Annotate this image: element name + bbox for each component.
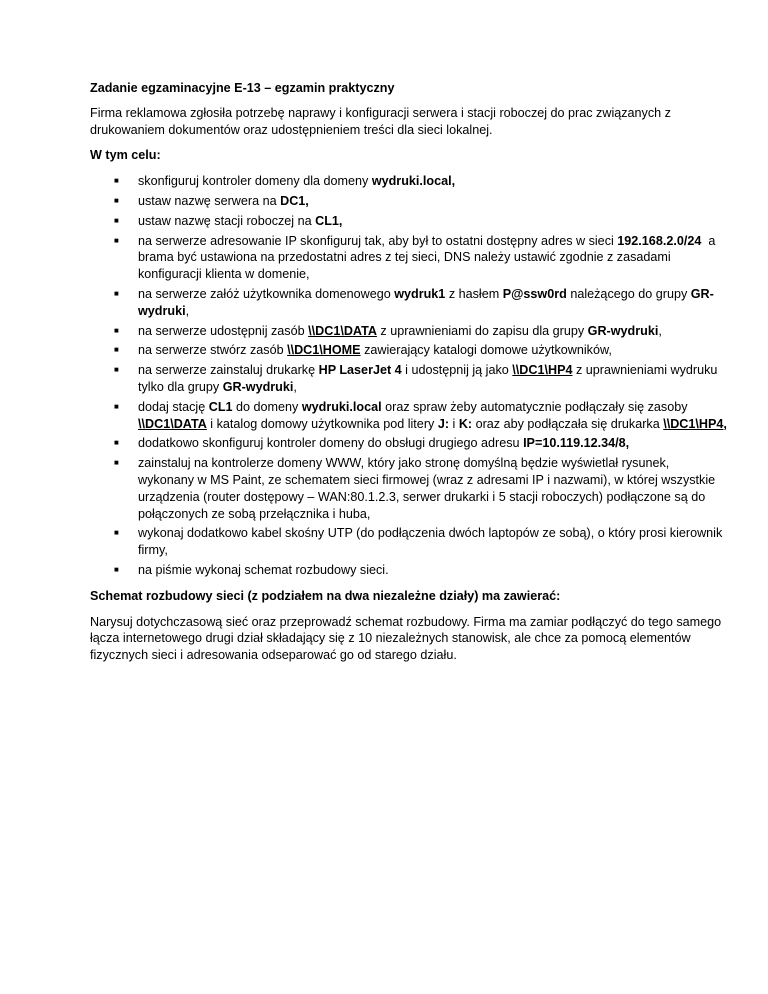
square-bullet-icon: ■ [114,345,119,355]
task-bold: P@ssw0rd [502,286,567,301]
share-path: \\DC1\HP4, [663,416,727,431]
task-item [90,399,728,433]
square-bullet-icon: ■ [114,438,119,448]
task-item [90,342,728,359]
task-text: , [185,303,190,318]
square-bullet-icon: ■ [114,325,119,335]
task-bold: DC1, [280,193,309,208]
task-text: oraz aby podłączała się drukarka [472,416,664,431]
task-bold: J: [437,416,450,431]
task-item [90,173,728,190]
task-bold: 192.168.2.0/24 [617,233,702,248]
task-bold: wydruki.local [301,399,382,414]
task-item [90,525,728,559]
task-text: dodaj stację [138,399,209,414]
task-bold: wydruki.local, [371,174,456,189]
task-bold: K: [458,416,473,431]
task-text: do domeny [232,399,302,414]
task-text: z uprawnieniami wydruku tylko dla grupy [138,363,718,394]
task-bold: CL1 [208,399,233,414]
task-text: , [658,323,662,338]
share-path: \\DC1\DATA [308,323,377,338]
square-bullet-icon: ■ [114,176,119,186]
task-text: na piśmie wykonaj schemat rozbudowy sieci. [138,562,389,577]
task-item [90,323,728,340]
task-bold: HP LaserJet 4 [318,363,402,378]
square-bullet-icon: ■ [114,288,119,298]
task-text: i katalog domowy użytkownika pod litery [206,416,438,431]
task-text: skonfiguruj kontroler domeny dla domeny [138,174,372,189]
task-text: zawierający katalogi domowe użytkowników, [360,343,612,358]
task-text: , [293,379,297,394]
task-bold: GR-wydruki [138,286,714,318]
task-text: ustaw nazwę stacji roboczej na [138,213,316,228]
task-list [90,173,728,579]
task-text: ustaw nazwę serwera na [138,193,281,208]
square-bullet-icon: ■ [114,528,119,538]
task-text: na serwerze zainstaluj drukarkę [138,363,319,378]
square-bullet-icon: ■ [114,195,119,205]
square-bullet-icon: ■ [114,401,119,411]
task-bold: GR-wydruki [587,323,659,338]
task-bold: GR-wydruki [222,379,294,394]
task-text: a brama być ustawiona na przedostatni adres z tej sieci, DNS należy ustawić zgodnie z zasadami konfiguracji klienta w domenie, [138,233,719,282]
task-item [90,213,728,230]
task-text: na serwerze adresowanie IP skonfiguruj tak, aby był to ostatni dostępny adres w sieci [138,233,618,248]
task-item [90,455,728,522]
task-item [90,435,728,452]
task-text: należącego do grupy [566,286,691,301]
task-text: wykonaj dodatkowo kabel skośny UTP (do podłączenia dwóch laptopów ze sobą), o który prosi kierownik firmy, [138,526,723,558]
square-bullet-icon: ■ [114,365,119,375]
task-text: dodatkowo skonfiguruj kontroler domeny do obsługi drugiego adresu [138,436,524,451]
document-title: Zadanie egzaminacyjne E-13 – egzamin praktyczny [90,81,395,95]
task-text: oraz spraw żeby automatycznie podłączały się zasoby [381,399,688,414]
share-path: \\DC1\HP4 [512,363,573,378]
task-text: z uprawnieniami do zapisu dla grupy [376,323,588,338]
task-bold: CL1, [315,213,343,228]
task-text: na serwerze załóż użytkownika domenowego [138,286,395,301]
schema-heading: Schemat rozbudowy sieci (z podziałem na dwa niezależne działy) ma zawierać: [90,588,561,603]
square-bullet-icon: ■ [114,215,119,225]
schema-paragraph: Narysuj dotychczasową sieć oraz przeprowadź schemat rozbudowy. Firma ma zamiar podłączyć do tego samego łącza internetowego drugi dział składający się z 10 niezależnych stanowisk, ale chce za pomocą elementów fizycznych sieci i adresowania odseparować go od starego działu. [90,614,722,663]
task-bold: IP=10.119.12.34/8, [523,436,630,451]
goal-heading: W tym celu: [90,148,161,163]
intro-paragraph: Firma reklamowa zgłosiła potrzebę naprawy i konfiguracji serwera i stacji roboczej do prac związanych z drukowaniem dokumentów oraz udostępnieniem treści dla sieci lokalnej. [90,105,671,137]
task-item [90,286,728,320]
task-item [90,362,728,396]
task-text: i udostępnij ją jako [401,363,513,378]
task-text: z hasłem [445,286,503,301]
task-text: i [449,416,459,431]
square-bullet-icon: ■ [114,564,119,574]
share-path: \\DC1\DATA [138,416,207,431]
task-item [90,233,728,283]
task-bold: wydruk1 [394,286,446,301]
square-bullet-icon: ■ [114,235,119,245]
share-path: \\DC1\HOME [287,343,361,358]
task-item [90,193,728,210]
task-text: na serwerze udostępnij zasób [138,323,309,338]
task-item [90,562,728,579]
task-text: zainstaluj na kontrolerze domeny WWW, który jako stronę domyślną będzie wyświetlał rysunek, wykonany w MS Paint, ze schematem sieci firmowej (wraz z adresami IP i nazwami), w której wszystkie urządzenia (router dostępowy – WAN:80.1.2.3, serwer drukarki i 5 stacji roboczych) podłączone są do połączonych ze sobą przełącznika i huba, [138,456,716,521]
task-text: na serwerze stwórz zasób [138,343,288,358]
square-bullet-icon: ■ [114,458,119,468]
